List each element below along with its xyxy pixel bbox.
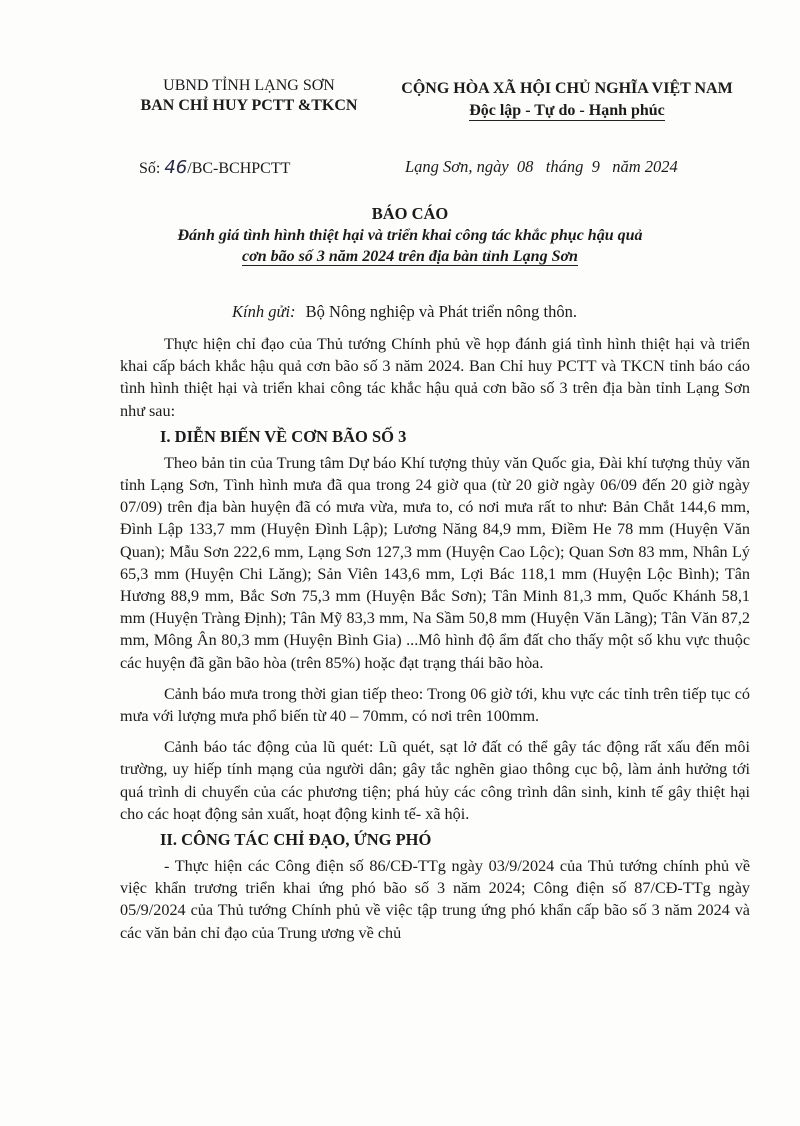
section2-heading: II. CÔNG TÁC CHỈ ĐẠO, ỨNG PHÓ <box>160 830 432 850</box>
motto-line1: CỘNG HÒA XÃ HỘI CHỦ NGHĨA VIỆT NAM <box>401 80 733 97</box>
recipient-label: Kính gửi: <box>232 302 296 321</box>
national-motto <box>382 78 752 122</box>
report-body <box>120 333 750 944</box>
recipient-value: Bộ Nông nghiệp và Phát triển nông thôn. <box>305 302 577 321</box>
title-main: BÁO CÁO <box>371 204 449 223</box>
section1-heading: I. DIỄN BIẾN VỀ CƠN BÃO SỐ 3 <box>160 426 407 446</box>
doc-number-prefix: Số: <box>139 160 161 177</box>
section1-paragraph2: Cảnh báo mưa trong thời gian tiếp theo: Trong 06 giờ tới, khu vực các tỉnh trên tiếp tục có mưa với lượng mưa phổ biến từ 40 – 70mm, có nơi trên 100mm. <box>120 684 750 726</box>
motto-line2: Độc lập - Tự do - Hạnh phúc <box>469 102 665 119</box>
title-sub-line1: Đánh giá tình hình thiệt hại và triển khai công tác khắc phục hậu quả <box>177 227 643 244</box>
intro-paragraph: Thực hiện chỉ đạo của Thủ tướng Chính phủ về họp đánh giá tình hình thiệt hại và triển khai cấp bách khắc hậu quả cơn bão số 3 năm 2024. Ban Chỉ huy PCTT và TKCN tỉnh báo cáo tình hình thiệt hại và triển khai công tác khắc hậu quả cơn bão số 3 trên địa bàn tỉnh Lạng Sơn như sau: <box>120 335 750 420</box>
authority-line2: BAN CHỈ HUY PCTT &TKCN <box>140 97 358 114</box>
doc-number-handwritten: 46 <box>164 157 188 178</box>
recipient <box>232 302 577 322</box>
section2-paragraph1: - Thực hiện các Công điện số 86/CĐ-TTg ngày 03/9/2024 của Thủ tướng chính phủ về việc khẩn trương triển khai ứng phó bão số 3 năm 2024; Công điện số 87/CĐ-TTg ngày 05/9/2024 của Thủ tướng Chính phủ về việc tập trung ứng phó khẩn cấp bão số 3 năm 2024 và các văn bản chỉ đạo của Trung ương về chủ <box>120 857 750 942</box>
title-sub-line2: cơn bão số 3 năm 2024 trên địa bàn tỉnh Lạng Sơn <box>242 248 578 265</box>
doc-number-suffix: /BC-BCHPCTT <box>187 160 291 177</box>
report-title <box>100 203 720 267</box>
section1-paragraph1: Theo bản tin của Trung tâm Dự báo Khí tượng thủy văn Quốc gia, Đài khí tượng thủy văn tỉnh Lạng Sơn, Tình hình mưa đã qua trong 24 giờ qua (từ 20 giờ ngày 06/09 đến 20 giờ ngày 07/09) trên địa bàn huyện đã có mưa vừa, mưa to, có nơi mưa rất to như: Bản Chắt 144,6 mm, Đình Lập 133,7 mm (Huyện Đình Lập); Lương Năng 84,9 mm, Điềm He 78 mm (Huyện Văn Quan); Mẫu Sơn 222,6 mm, Lạng Sơn 127,3 mm (Huyện Cao Lộc); Quan Sơn 83 mm, Nhân Lý 65,3 mm (Huyện Chi Lăng); Sản Viên 143,6 mm, Lợi Bác 118,1 mm (Huyện Lộc Bình); Tân Hương 88,9 mm, Bắc Sơn 75,3 mm (Huyện Bắc Sơn); Tân Minh 81,3 mm, Quốc Khánh 58,1 mm (Huyện Tràng Định); Tân Mỹ 83,3 mm, Na Sầm 50,8 mm (Huyện Văn Lãng); Tân Văn 87,2 mm, Mông Ân 80,3 mm (Huyện Bình Gia) ...Mô hình độ ẩm đất cho thấy một số khu vực thuộc các huyện đã gần bão hòa (trên 85%) hoặc đạt trạng thái bão hòa. <box>120 453 750 672</box>
section1-paragraph3: Cảnh báo tác động của lũ quét: Lũ quét, sạt lở đất có thể gây tác động rất xấu đến môi trường, uy hiếp tính mạng của người dân; gây tắc nghẽn giao thông cục bộ, làm ảnh hưởng tới quá trình di chuyển của các phương tiện; phá hủy các công trình dân sinh, kinh tế gây thiệt hại cho các hoạt động sản xuất, hoạt động kinh tế- xã hội. <box>120 738 750 823</box>
authority-line1: UBND TỈNH LẠNG SƠN <box>163 77 335 94</box>
date-line: Lạng Sơn, ngày 08 tháng 9 năm 2024 <box>405 157 678 176</box>
document-number <box>139 157 290 178</box>
issuing-authority <box>118 76 380 116</box>
